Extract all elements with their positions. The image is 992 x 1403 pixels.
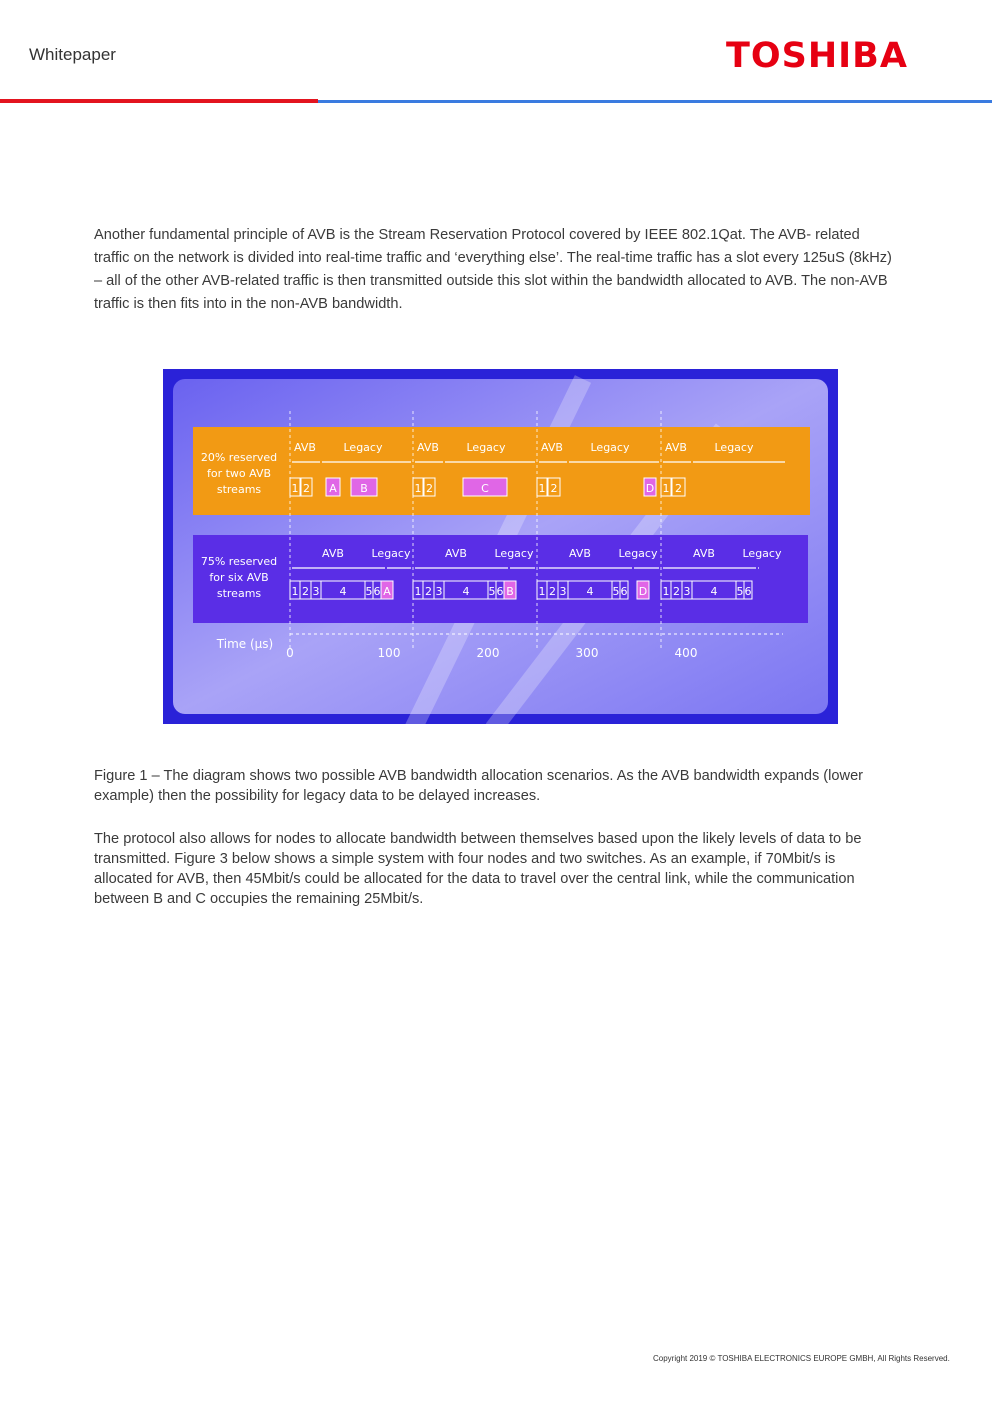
bottom-block-label: 5	[612, 585, 620, 598]
bottom-block-label: 6	[744, 585, 752, 598]
bottom-segment-label: AVB	[445, 547, 467, 560]
top-block-label: 2	[426, 482, 433, 495]
bottom-segment-label: AVB	[322, 547, 344, 560]
bottom-block-label: 4	[462, 585, 470, 598]
bottom-panel-label-line1: 75% reserved	[200, 555, 278, 568]
top-panel-label-line1: 20% reserved	[200, 451, 278, 464]
bottom-segment-label: Legacy	[618, 547, 658, 560]
bottom-segment-label: Legacy	[742, 547, 782, 560]
bottom-block-label: 6	[620, 585, 628, 598]
copyright-notice: Copyright 2019 © TOSHIBA ELECTRONICS EUROPE GMBH, All Rights Reserved.	[653, 1354, 950, 1363]
bottom-block-label: 1	[414, 585, 422, 598]
time-axis-label: Time (µs)	[216, 637, 274, 651]
top-block-label: 2	[675, 482, 682, 495]
top-block-label: B	[360, 482, 368, 495]
bottom-block-label: 3	[559, 585, 567, 598]
bottom-panel-label-line2: for six AVB	[209, 571, 269, 584]
top-block-label: 2	[303, 482, 310, 495]
top-block-label: 1	[662, 482, 670, 495]
bottom-segment-label: AVB	[569, 547, 591, 560]
bottom-panel-label-line3: streams	[216, 587, 262, 600]
top-segment-label: Legacy	[343, 441, 383, 454]
bottom-block-label: 2	[425, 585, 432, 598]
axis-tick-label: 200	[476, 646, 500, 660]
bottom-block-label: 6	[496, 585, 504, 598]
top-block-label: 1	[291, 482, 299, 495]
bottom-block-label: 1	[538, 585, 546, 598]
bottom-block-label: 6	[373, 585, 381, 598]
bottom-block-label: 3	[683, 585, 691, 598]
top-panel-label-line3: streams	[216, 483, 262, 496]
axis-tick-label: 0	[286, 646, 294, 660]
header-rule-blue	[318, 100, 992, 103]
header-rule-red	[0, 99, 318, 103]
top-segment-label: Legacy	[466, 441, 506, 454]
top-segment-label: AVB	[294, 441, 316, 454]
bottom-block-label: 3	[312, 585, 320, 598]
top-block-label: 2	[550, 482, 558, 495]
bottom-block-label: 1	[291, 585, 299, 598]
header-label: Whitepaper	[29, 45, 116, 64]
top-block-label: A	[329, 482, 337, 495]
bottom-block-label: 5	[488, 585, 496, 598]
bottom-block-label: B	[506, 585, 514, 598]
bottom-block-label: 2	[302, 585, 309, 598]
bottom-block-label: 2	[549, 585, 556, 598]
top-block-label: C	[481, 482, 489, 495]
top-segment-label: Legacy	[714, 441, 754, 454]
top-panel-label-line2: for two AVB	[206, 467, 272, 480]
bottom-block-label: 4	[339, 585, 347, 598]
top-block-label: 1	[414, 482, 422, 495]
axis-tick-label: 100	[377, 646, 401, 660]
paragraph-bandwidth-allocation: The protocol also allows for nodes to allocate bandwidth between themselves based upon the likely levels of data to be transmitted. Figure 3 below shows a simple system with four nodes and two switches. As an example, if 70Mbit/s is allocated for AVB, then 45Mbit/s could be allocated for the data to travel over the central link, while the communication between B and C occupies the remaining 25Mbit/s.	[94, 831, 862, 907]
top-segment-label: Legacy	[590, 441, 630, 454]
top-segment-label: AVB	[417, 441, 439, 454]
bottom-block-label: 3	[435, 585, 443, 598]
bottom-block-label: 4	[586, 585, 594, 598]
bottom-block-label: 5	[365, 585, 373, 598]
avb-bandwidth-figure	[163, 369, 838, 724]
top-block-label: 1	[538, 482, 546, 495]
top-segment-label: AVB	[541, 441, 563, 454]
top-block-label: D	[645, 482, 655, 495]
bottom-segment-label: Legacy	[494, 547, 534, 560]
figure-caption: Figure 1 – The diagram shows two possible AVB bandwidth allocation scenarios. As the AVB bandwidth expands (lower example) then the possibility for legacy data to be delayed increases.	[94, 768, 864, 804]
bottom-block-label: 4	[710, 585, 718, 598]
paragraph-srp: Another fundamental principle of AVB is the Stream Reservation Protocol covered by IEEE 802.1Qat. The AVB- related traffic on the network is divided into real-time traffic and ‘everything else’. The real-time traffic has a slot every 125uS (8kHz) – all of the other AVB-related traffic is then transmitted outside this slot within the bandwidth allocated to AVB. The non-AVB traffic is then fits into in the non-AVB bandwidth.	[94, 227, 892, 312]
axis-tick-label: 300	[575, 646, 599, 660]
top-segment-label: AVB	[665, 441, 687, 454]
toshiba-logo: TOSHIBA	[726, 36, 908, 76]
bottom-segment-label: AVB	[693, 547, 715, 560]
axis-tick-label: 400	[674, 646, 698, 660]
bottom-block-label: D	[638, 585, 648, 598]
bottom-block-label: 5	[736, 585, 744, 598]
bottom-segment-label: Legacy	[371, 547, 411, 560]
bottom-block-label: A	[383, 585, 391, 598]
bottom-block-label: 2	[673, 585, 680, 598]
bottom-block-label: 1	[662, 585, 670, 598]
